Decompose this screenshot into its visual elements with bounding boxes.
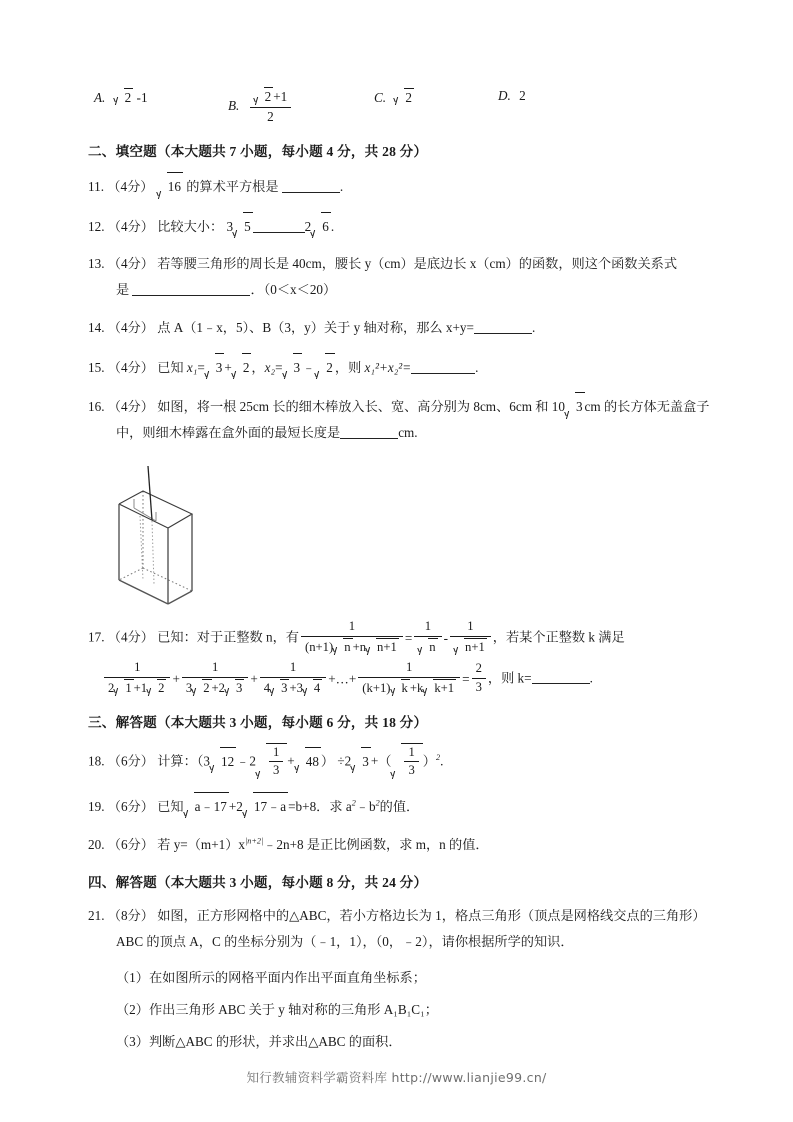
question-15-expr: x₁²+x₂²= xyxy=(364,359,412,375)
sqrt-icon xyxy=(394,88,414,106)
question-13-score: （4分） xyxy=(107,256,154,272)
sqrt-icon: 3 xyxy=(565,392,585,420)
question-21-sub-1: （1）在如图所示的网格平面内作出平面直角坐标系； xyxy=(116,969,426,985)
question-21-line1: 如图，正方形网格中的△ABC，若小方格边长为 1，格点三角形（顶点是网格线交点的三角形） xyxy=(157,908,706,924)
question-21-score: （8分） xyxy=(107,908,154,924)
sqrt-icon: 3 xyxy=(205,353,225,381)
question-19-text: 已知 xyxy=(157,798,184,814)
q17-term-3: $\frac{1}{4 3 +3 4}$ xyxy=(260,660,326,697)
question-21-line2: ABC 的顶点 A，C 的坐标分别为（﹣1，1），（0，﹣2），请你根据所学的知识． xyxy=(116,934,574,950)
q18-inner-fraction-1: $\frac{1}{3}$ xyxy=(269,745,283,780)
question-15-number: 15. xyxy=(88,359,105,375)
question-17-number: 17. xyxy=(88,629,105,645)
question-12 xyxy=(88,212,713,240)
question-18-score: （6分） xyxy=(107,753,154,769)
answer-blank[interactable] xyxy=(532,670,590,684)
sqrt-icon: 3 xyxy=(351,747,371,775)
sqrt-icon: 1 xyxy=(114,679,133,697)
question-11-text: 的算术平方根是 xyxy=(186,179,279,194)
sqrt-icon xyxy=(391,743,422,780)
box-hidden-edges xyxy=(119,491,192,591)
sqrt-icon: 48 xyxy=(295,747,321,775)
question-19-score: （6分） xyxy=(107,798,154,814)
question-15-tail: . xyxy=(475,359,479,375)
q20-exponent: |n+2| xyxy=(245,836,264,846)
choice-b-denominator: 2 xyxy=(267,108,274,124)
question-21-number: 21. xyxy=(88,908,105,924)
section-4-heading: 四、解答题（本大题共 3 小题，每小题 8 分，共 24 分） xyxy=(88,875,428,891)
question-16-number: 16. xyxy=(88,399,105,415)
choice-c-label: C. xyxy=(374,90,387,105)
question-17-tail: ，若某个正整数 k 满足 xyxy=(492,629,625,645)
rectangular-box-figure xyxy=(110,458,290,608)
footer-watermark: 知行教辅资料学霸资料库 http://www.lianjie99.cn/ xyxy=(246,1070,547,1085)
choice-option-a xyxy=(94,88,148,106)
question-13-line2 xyxy=(116,277,713,303)
sqrt-icon xyxy=(157,172,183,200)
question-16-line2-b: cm. xyxy=(398,425,418,441)
sqrt-icon: k+1 xyxy=(423,679,456,697)
sqrt-icon: n+1 xyxy=(454,638,487,656)
question-16 xyxy=(88,392,713,445)
question-21 xyxy=(88,903,713,954)
question-21-sub-3: （3）判断△ABC 的形状，并求出△ABC 的面积． xyxy=(116,1033,402,1049)
question-13 xyxy=(88,251,713,302)
choice-b-label: B. xyxy=(228,98,240,114)
q18-exponent: 2 xyxy=(435,753,441,763)
sqrt-icon: 2 xyxy=(254,87,274,106)
question-19-number: 19. xyxy=(88,798,105,814)
box-diagram-svg xyxy=(110,458,290,608)
question-17-lead: 已知：对于正整数 n，有 xyxy=(157,629,299,645)
sqrt-icon: 2 xyxy=(315,353,335,381)
choice-option-c xyxy=(374,88,414,106)
question-14-number: 14. xyxy=(88,319,105,335)
sqrt-icon: 3 xyxy=(270,679,289,697)
answer-blank[interactable] xyxy=(411,360,475,374)
sqrt-icon: 3 xyxy=(283,353,303,381)
question-20-text: 若 y=（m+1）x xyxy=(157,836,246,852)
sqrt-icon: 17﹣a xyxy=(243,792,288,820)
stick-hidden-part xyxy=(140,516,154,584)
question-16-line2-a: 中，则细木棒露在盒外面的最短长度是 xyxy=(116,425,341,441)
question-15-x1: x₁ xyxy=(186,359,198,375)
answer-blank[interactable] xyxy=(282,179,340,193)
sqrt-icon: 2 xyxy=(192,679,211,697)
question-20-score: （6分） xyxy=(107,836,154,852)
choice-option-d xyxy=(498,88,526,104)
q18-inner-fraction-2: $\frac{1}{3}$ xyxy=(404,745,418,780)
question-11-number: 11. xyxy=(88,179,104,194)
question-20 xyxy=(88,832,713,858)
q17-identity-rhs-2: $\frac{1}{n+1}$ xyxy=(450,619,491,656)
question-12-score: （4分） xyxy=(107,218,154,234)
question-18-number: 18. xyxy=(88,753,105,769)
answer-blank[interactable] xyxy=(253,219,305,233)
question-12-tail: . xyxy=(330,218,335,234)
choice-d-value: 2 xyxy=(519,88,526,103)
q17-lhs-denominator: (n+1) n +n n+1 xyxy=(305,640,397,655)
q17-term-2: $\frac{1}{3 2 +2 3}$ xyxy=(182,660,248,697)
choice-option-b xyxy=(228,88,293,126)
question-17-end: ，则 k= xyxy=(487,669,532,685)
question-16-text-a: 如图，将一根 25cm 长的细木棒放入长、宽、高分别为 8cm、6cm 和 10 xyxy=(157,399,565,415)
question-14-text: 点 A（1﹣x，5）、B（3，y）关于 y 轴对称，那么 x+y= xyxy=(157,319,474,335)
question-16-line2 xyxy=(116,420,713,446)
sqrt-icon: a﹣17 xyxy=(184,792,229,820)
question-13-number: 13. xyxy=(88,256,105,272)
question-12-left-coef: 3 xyxy=(226,218,234,234)
question-16-score: （4分） xyxy=(107,399,154,415)
question-19-eq: =b+8．求 a xyxy=(288,798,352,814)
q17-identity-lhs: $\frac{1}{\text{(n+1) n +n n+1}}$ xyxy=(301,619,403,656)
q17-identity-rhs-1: $\frac{1}{n}$ xyxy=(414,619,441,656)
question-18-text: 计算： xyxy=(157,753,197,769)
choice-b-numerator: 2 +1 xyxy=(250,87,292,108)
choice-a-suffix: -1 xyxy=(136,90,148,105)
box-top-face xyxy=(119,491,192,528)
q17-result-fraction: $\frac{2}{3}$ xyxy=(472,661,486,696)
question-11-score: （4分） xyxy=(107,179,154,194)
sqrt-icon: 12 xyxy=(210,747,236,775)
sqrt-icon: n+1 xyxy=(366,638,399,656)
choice-c-radicand: 2 xyxy=(405,90,412,105)
question-16-text-b: cm 的长方体无盖盒子 xyxy=(584,399,710,415)
sqrt-icon: n xyxy=(418,638,437,656)
question-15: 15. （4分） 已知 x₁= 3 + 2 ，x₂= 3 ﹣ 2 ，则 x₁²+x₂²= . xyxy=(88,353,713,381)
question-15-text-mid: 则 xyxy=(348,359,362,375)
page-content xyxy=(88,88,713,1063)
sqrt-icon: k xyxy=(391,679,410,697)
choice-d-label: D. xyxy=(498,88,511,103)
choice-a-label: A. xyxy=(94,90,106,105)
choice-a-radicand: 2 xyxy=(124,90,132,105)
question-18: 18. （6分） 计算：（3 12 ﹣2 $\frac{1}{3}$ + 48 ） ÷2 3 +（ $\frac{1}{3}$ ）$^2$. xyxy=(88,743,713,780)
sqrt-icon: 4 xyxy=(303,679,322,697)
sqrt-icon xyxy=(114,88,134,106)
question-17-score: （4分） xyxy=(107,629,154,645)
question-12-number: 12. xyxy=(88,218,105,234)
choice-row xyxy=(88,88,713,134)
question-13-line2-suffix: ．（0＜x＜20） xyxy=(250,282,337,298)
box-inner-wall xyxy=(134,499,156,521)
sqrt-icon: 6 xyxy=(311,212,331,240)
q17-term-1: $\frac{1}{2 1 +1 2}$ xyxy=(104,660,170,697)
question-12-right-coef: 2 xyxy=(304,218,312,234)
question-12-text: 比较大小： xyxy=(157,218,224,234)
sqrt-icon: 3 xyxy=(225,679,244,697)
q17-term-k: $\frac{1}{\text{(k+1) k +k k+1}}$ xyxy=(358,660,460,697)
question-17: 17. （4分） 已知：对于正整数 n，有 $\frac{1}{\text{(n+1) n +n n+1}}$ = $\frac{1}{n}$ - $\frac{1}{n+1}$ ，若某个正整数 k 满足 $\frac{1}{2 1 +1 2}$ + $\frac{1}{3 2 +2 3}$ + $\frac{1}{4 3 +3 4}$ +…+ $\frac{1}{\text{(k+1) k +k k+1}}$ = $\frac{2}{3}$ ，则 k= . xyxy=(88,620,713,697)
question-14-tail: . xyxy=(531,319,536,335)
question-20-number: 20. xyxy=(88,836,105,852)
sqrt-icon: 5 xyxy=(233,212,253,240)
sqrt-icon: n xyxy=(333,638,352,656)
q17-ellipsis: +…+ xyxy=(328,670,357,686)
question-14-score: （4分） xyxy=(107,319,154,335)
question-17-sum-line: $\frac{1}{2 1 +1 2}$ + $\frac{1}{3 2 +2 3}$ + $\frac{1}{4 3 +3 4}$ +…+ $\frac{1}{\text{(k+1) k +k k+1}}$ = $\frac{2}{3}$ ，则 k= . xyxy=(102,661,713,698)
question-15-score: （4分） xyxy=(107,359,154,375)
choice-b-fraction xyxy=(250,87,292,125)
wooden-stick xyxy=(148,466,152,520)
question-15-text-pre: 已知 xyxy=(157,359,184,375)
question-21-sub-2: （2）作出三角形 ABC 关于 y 轴对称的三角形 A₁B₁C₁； xyxy=(116,1001,438,1017)
question-13-text: 若等腰三角形的周长是 40cm，腰长 y（cm）是底边长 x（cm）的函数，则这个函数关系式 xyxy=(157,256,678,272)
section-2-heading: 二、填空题（本大题共 7 小题，每小题 4 分，共 28 分） xyxy=(88,144,428,159)
answer-blank[interactable] xyxy=(340,426,398,440)
question-14 xyxy=(88,315,713,341)
question-13-line2-prefix: 是 xyxy=(116,282,130,298)
section-3-heading: 三、解答题（本大题共 3 小题，每小题 6 分，共 18 分） xyxy=(88,715,428,731)
sqrt-icon: 2 xyxy=(232,353,252,381)
sqrt-icon xyxy=(256,743,287,780)
question-11 xyxy=(88,172,713,200)
answer-blank[interactable] xyxy=(474,320,532,334)
question-19: 19. （6分） 已知 a﹣17 +2 17﹣a =b+8．求 $a^2﹣b^2$的值． xyxy=(88,792,713,820)
question-15-x2: x₂ xyxy=(264,359,276,375)
question-11-tail: . xyxy=(339,179,344,194)
question-11-radicand: 16 xyxy=(167,172,183,200)
question-20-text2: ﹣2n+8 是正比例函数，求 m，n 的值． xyxy=(263,836,489,852)
answer-blank[interactable] xyxy=(132,283,250,297)
sqrt-icon: 2 xyxy=(147,679,166,697)
